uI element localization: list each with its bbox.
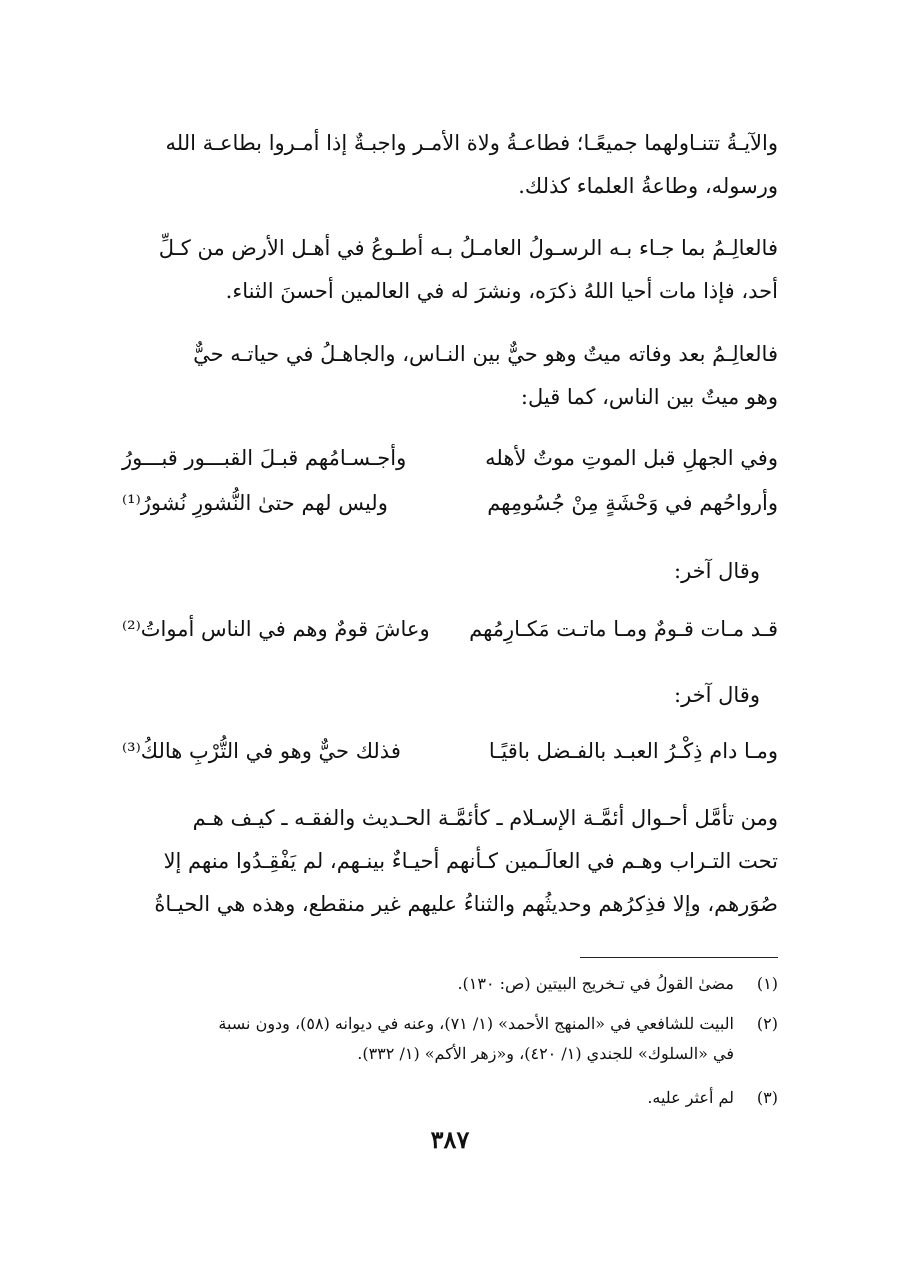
text-line: ورسوله، وطاعةُ العلماء كذلك.: [518, 174, 778, 198]
verse-second-hemistich: فذلك حيٌّ وهو في التُّرْبِ هالكُ⁽³⁾: [122, 739, 401, 763]
text-line: ومن تأمَّل أحـوال أئمَّـة الإسـلام ـ كأئمَّـة الحـديث والفقـه ـ كيـف هـم: [192, 806, 778, 830]
verse-second-hemistich: وليس لهم حتىٰ النُّشورِ نُشورُ⁽¹⁾: [122, 491, 388, 515]
footnote-separator: [580, 957, 778, 958]
verse-first-hemistich: ومـا دام ذِكْـرُ العبـد بالفـضل باقيًـا: [488, 739, 778, 763]
footnote: [122, 1083, 778, 1113]
paragraph-3: [122, 333, 778, 419]
footnote-text: البيت للشافعي في «المنهج الأحمد» (١/ ٧١)، وعنه في ديوانه (٥٨)، ودون نسبة: [218, 1014, 734, 1033]
footnote-number: (١): [756, 974, 778, 993]
footnote: [122, 969, 778, 999]
text-line: فالعالِـمُ بعد وفاته ميتٌ وهو حيٌّ بين النـاس، والجاهـلُ في حياتـه حيٌّ: [193, 342, 778, 366]
verse-first-hemistich: وأرواحُهم في وَحْشَةٍ مِنْ جُسُومِهم: [487, 491, 778, 515]
quote-intro: وقال آخر:: [674, 559, 760, 583]
verse-second-hemistich: وأجـسـامُهم قبـلَ القبـــور قبـــورُ: [122, 446, 407, 470]
verse-second-hemistich: وعاشَ قومٌ وهم في الناس أمواتُ⁽²⁾: [122, 617, 430, 641]
page-number: ٣٨٧: [430, 1125, 470, 1154]
footnote-text: مضىٰ القولُ في تـخريج البيتين (ص: ١٣٠).: [457, 974, 734, 993]
footnote-number: (٢): [756, 1014, 778, 1033]
text-line: صُوَرهم، وإلا فذِكرُهم وحديثُهم والثناءُ عليهم غير منقطع، وهذه هي الحيـاةُ: [154, 892, 778, 916]
footnote-number: (٣): [756, 1088, 778, 1107]
poem-verse: [122, 437, 778, 480]
text-line: تحت التـراب وهـم في العالَـمين كـأنهم أحيـاءٌ بينـهم، لم يَفْقِـدُوا منهم إلا: [163, 849, 778, 873]
footnote: [122, 1009, 778, 1069]
poem-verse: [122, 482, 778, 525]
footnote-text-continued: في «السلوك» للجندي (١/ ٤٢٠)، و«زهر الأكم» (١/ ٣٣٢).: [357, 1044, 734, 1063]
paragraph-1: [122, 122, 778, 208]
paragraph-2: [122, 227, 778, 313]
text-line: فالعالِـمُ بما جـاء بـه الرسـولُ العامـلُ بـه أطـوعُ في أهـل الأرض من كـلِّ: [158, 236, 778, 260]
text-line: والآيـةُ تتنـاولهما جميعًـا؛ فطاعـةُ ولاة الأمـر واجبـةٌ إذا أمـروا بطاعـة الله: [165, 131, 778, 155]
footnote-text: لم أعثر عليه.: [647, 1088, 734, 1107]
verse-first-hemistich: قـد مـات قـومٌ ومـا ماتـت مَكـارِمُهم: [469, 617, 778, 641]
text-line: أحد، فإذا مات أحيا اللهُ ذكرَه، ونشرَ له في العالمين أحسنَ الثناء.: [225, 279, 778, 303]
paragraph-4: [122, 797, 778, 926]
poem-verse: [122, 608, 778, 651]
quote-intro: وقال آخر:: [674, 683, 760, 707]
text-line: وهو ميتٌ بين الناس، كما قيل:: [520, 385, 778, 409]
verse-first-hemistich: وفي الجهلِ قبل الموتِ موتٌ لأهله: [485, 446, 778, 470]
poem-verse: [122, 730, 778, 773]
